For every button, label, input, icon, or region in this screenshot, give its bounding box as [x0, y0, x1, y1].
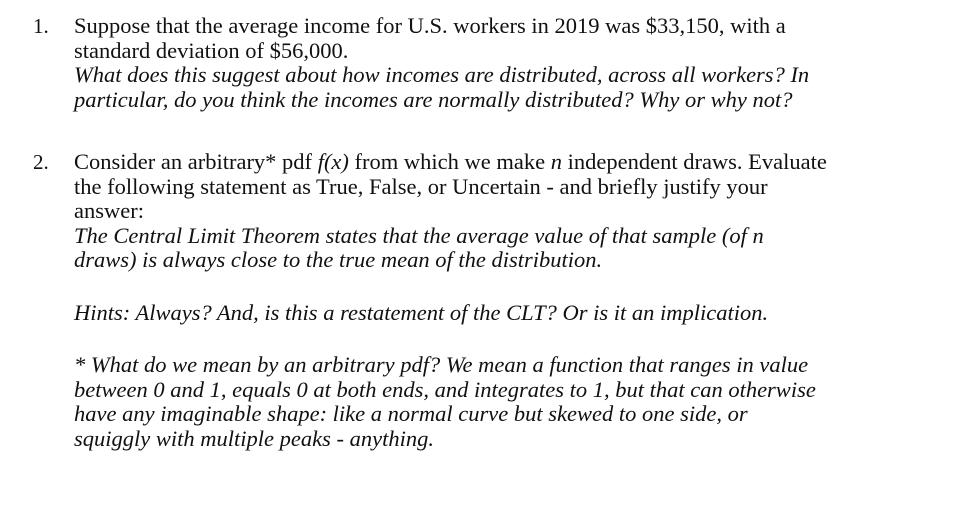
question-2-body [74, 150, 954, 451]
question-2-number: 2. [33, 150, 49, 174]
footnote-line-2: between 0 and 1, equals 0 at both ends, and integrates to 1, but that can otherwise [74, 376, 816, 402]
statement-line-2: draws) is always close to the true mean of the distribution. [74, 247, 603, 272]
hints-line: Hints: Always? And, is this a restatement of the CLT? Or is it an implication. [74, 299, 769, 325]
footnote-line-4: squiggly with multiple peaks - anything. [74, 425, 434, 451]
question-2-intro-c: independent draws. Evaluate [561, 149, 827, 174]
question-1-number: 1. [33, 14, 49, 38]
footnote-line-1: * What do we mean by an arbitrary pdf? We mean a function that ranges in value [74, 352, 809, 377]
question-2-intro-line [74, 150, 954, 175]
spacer [74, 325, 954, 353]
draws-count-label: n [550, 149, 562, 174]
question-1-line-1: Suppose that the average income for U.S. workers in 2019 was $33,150, with a [74, 13, 786, 38]
spacer [74, 273, 954, 301]
question-1-body [74, 14, 954, 112]
question-2-intro-a: Consider an arbitrary* pdf [74, 149, 318, 174]
question-1-line-2: standard deviation of $56,000. [74, 37, 349, 63]
question-2-line-2: the following statement as True, False, or Uncertain - and briefly justify your [74, 173, 768, 199]
question-2-line-3: answer: [74, 198, 144, 223]
question-1-prompt-line-1: What does this suggest about how incomes are distributed, across all workers? In [74, 62, 810, 87]
pdf-function-label: f(x) [317, 149, 349, 174]
footnote-line-3: have any imaginable shape: like a normal curve but skewed to one side, or [74, 401, 748, 426]
question-2-intro-b: from which we make [348, 149, 551, 174]
question-1-prompt-line-2: particular, do you think the incomes are normally distributed? Why or why not? [74, 86, 793, 112]
statement-line-1: The Central Limit Theorem states that the average value of that sample (of n [74, 222, 764, 248]
